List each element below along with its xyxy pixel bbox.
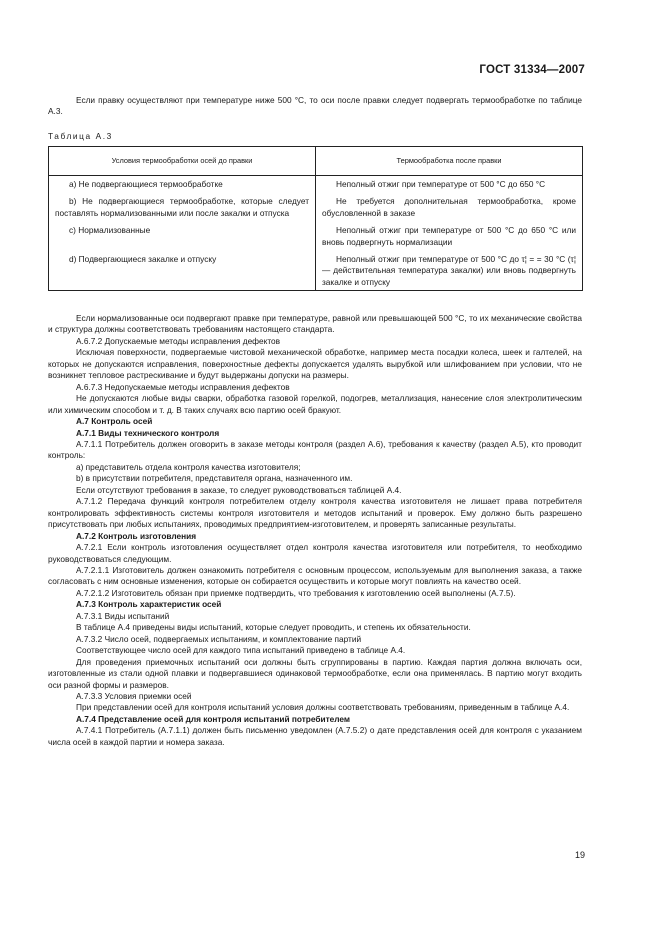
body-paragraph: А.7.3.3 Условия приемки осей [76, 690, 192, 701]
table-caption: Таблица А.3 [48, 131, 113, 141]
intro-text [48, 95, 582, 118]
cell-text: d) Подвергающиеся закалке и отпуску [69, 254, 217, 265]
heat-treatment-table [48, 146, 583, 291]
intro-paragraph: Если правку осуществляют при температуре ниже 500 °С, то оси после правки следует подвергать термообработке по таблице А.3. [48, 95, 582, 117]
body-paragraph: b) в присутствии потребителя, представителя органа, назначенного им. [76, 473, 353, 484]
table-cell [316, 176, 583, 197]
body-paragraph: А.7.2.1.1 Изготовитель должен ознакомить потребителя с основным процессом, используемым для выполнения заказа, а также согласовать с ним основные изменения, которые он собирается осуществить и которые могут повлиять на качество осей. [48, 564, 582, 587]
body-paragraph: А.7.2.1 Если контроль изготовления осуществляет отдел контроля качества изготовителя или потребителя, то необходимо руководствоваться следующим. [48, 542, 582, 564]
table-col-header: Термообработка после правки [316, 147, 583, 176]
body-paragraph: А.6.7.2 Допускаемые методы исправления дефектов [76, 335, 281, 346]
table-cell [49, 254, 316, 291]
body-paragraph: Если отсутствуют требования в заказе, то следует руководствоваться таблицей А.4. [76, 484, 402, 495]
table-row [49, 196, 583, 225]
section-heading: А.7 Контроль осей [76, 416, 153, 427]
table-cell [49, 225, 316, 254]
body-paragraph: a) представитель отдела контроля качества изготовителя; [76, 461, 301, 472]
standard-code-header: ГОСТ 31334—2007 [479, 64, 585, 76]
body-paragraph: Для проведения приемочных испытаний оси должны быть сгруппированы в партию. Каждая партия должна включать оси, изготовленные из стали одной плавки и подвергавшиеся одинаковой термообработке, если она применялась. В партию могут входить оси разной формы и размеров. [48, 656, 582, 690]
body-paragraph: А.7.4.1 Потребитель (А.7.1.1) должен быть письменно уведомлен (А.7.5.2) о дате представления осей для контроля с указанием числа осей в каждой партии и номера заказа. [48, 725, 582, 747]
cell-text: Не требуется дополнительная термообработка, кроме обусловленной в заказе [322, 196, 576, 218]
body-paragraph: А.6.7.3 Недопускаемые методы исправления дефектов [76, 381, 290, 392]
section-heading: А.7.2 Контроль изготовления [76, 530, 197, 541]
body-paragraph: А.7.1.1 Потребитель должен оговорить в заказе методы контроля (раздел А.6), требования к качеству (раздел А.5), кто проводит контроль: [48, 438, 582, 461]
cell-text: Неполный отжиг при температуре от 500 °С до 650 °С [336, 179, 546, 189]
cell-text: Неполный отжиг при температуре от 500 °С до 650 °С или вновь подвергнуть нормализации [322, 225, 576, 247]
cell-text: с) Нормализованные [69, 225, 151, 236]
cell-text: а) Не подвергающиеся термообработке [69, 179, 223, 189]
table-row [49, 254, 583, 291]
body-paragraph: В таблице А.4 приведены виды испытаний, которые следует проводить, и степень их обязательности. [76, 622, 471, 633]
table-header-row [49, 147, 583, 176]
table-cell [316, 254, 583, 291]
table-cell [49, 176, 316, 197]
cell-text: Неполный отжиг при температуре от 500 °С до τ¦ = = 30 °С (τ¦ — действительная температура закалки) или вновь подвергнуть закалке и отпуску [322, 254, 576, 287]
table-cell [316, 225, 583, 254]
body-paragraph: При представлении осей для контроля испытаний условия должны соответствовать требованиям, приведенным в таблице А.4. [76, 702, 570, 713]
body-paragraph: А.7.3.2 Число осей, подвергаемых испытаниям, и комплектование партий [76, 633, 362, 644]
body-paragraph: А.7.1.2 Передача функций контроля потребителем отделу контроля качества изготовителя не лишает права потребителя контролировать эффективность системы контроля изготовителя и методов испытаний и проверок. Ему должно быть разрешено присутствовать при любых испытаниях, проводимых предприятием-изготовителем, и проверять записанные результаты. [48, 496, 582, 530]
body-paragraph: А.7.3.1 Виды испытаний [76, 610, 170, 621]
body-paragraph: Исключая поверхности, подвергаемые чистовой механической обработке, например места посадки колеса, шеек и галтелей, на которых не допускаются исправления, поверхностные дефекты допускается удалять вырубкой или шлифованием при условии, что не возникнет тепловое растрескивание и будут выдержаны допуски на размеры. [48, 347, 582, 381]
table-col-header: Условия термообработки осей до правки [49, 147, 316, 176]
table-cell [49, 196, 316, 225]
table-row [49, 225, 583, 254]
table-cell [316, 196, 583, 225]
page-number: 19 [574, 850, 585, 860]
section-heading: А.7.3 Контроль характеристик осей [76, 599, 222, 610]
table-row [49, 176, 583, 197]
section-heading: А.7.1 Виды технического контроля [76, 427, 220, 438]
body-paragraph: Если нормализованные оси подвергают правке при температуре, равной или превышающей 500 °С, то их механические свойства и структура должны соответствовать требованиям настоящего стандарта. [48, 313, 582, 335]
section-heading: А.7.4 Представление осей для контроля испытаний потребителем [76, 713, 351, 724]
cell-text: b) Не подвергающиеся термообработке, которые следует поставлять нормализованными или после закалки и отпуска [55, 196, 309, 218]
body-text [48, 313, 582, 748]
body-paragraph: А.7.2.1.2 Изготовитель обязан при приемке подтвердить, что требования к изготовлению осей выполнены (А.7.5). [76, 587, 516, 598]
body-paragraph: Соответствующее число осей для каждого типа испытаний приведено в таблице А.4. [76, 645, 406, 656]
body-paragraph: Не допускаются любые виды сварки, обработка газовой горелкой, подогрев, металлизация, нанесение слоя электролитическим или химическим способом и т. д. В таких случаях всю партию осей бракуют. [48, 393, 582, 415]
